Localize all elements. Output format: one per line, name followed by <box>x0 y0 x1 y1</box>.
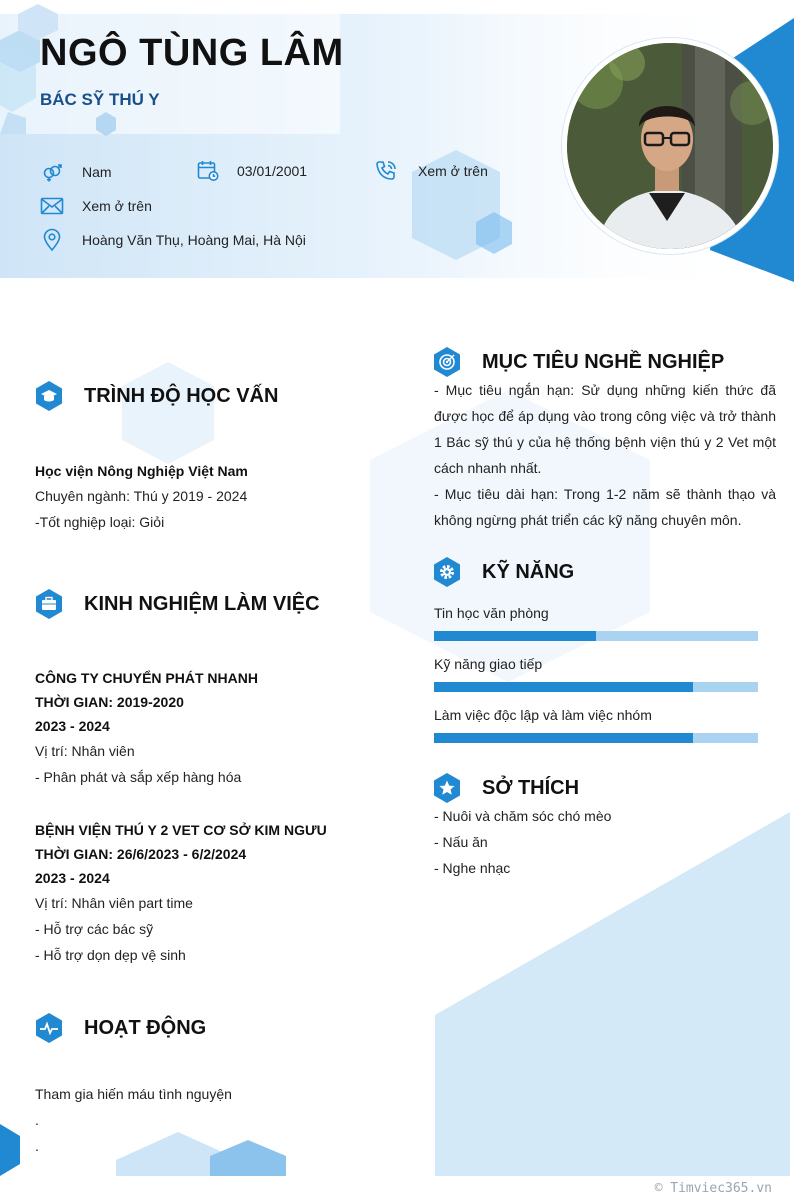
pulse-icon <box>34 1012 64 1044</box>
education-major: Chuyên ngành: Thú y 2019 - 2024 <box>35 488 248 504</box>
skill-level-bar <box>434 733 758 743</box>
target-icon <box>432 346 462 378</box>
job-years: 2023 - 2024 <box>35 718 110 734</box>
hobbies-heading: SỞ THÍCH <box>482 776 580 799</box>
profile-photo <box>567 43 773 249</box>
activity-item: . <box>35 1112 39 1128</box>
hobby-item: - Nuôi và chăm sóc chó mèo <box>434 808 612 824</box>
job-title: BÁC SỸ THÚ Y <box>40 90 160 109</box>
objective-section-header <box>432 346 724 378</box>
contact-birthday <box>196 159 307 183</box>
birthday-text: 03/01/2001 <box>237 163 308 179</box>
job-company: CÔNG TY CHUYỂN PHÁT NHANH <box>35 670 258 686</box>
activities-heading: HOẠT ĐỘNG <box>84 1016 207 1039</box>
contact-address <box>40 228 306 252</box>
job-time: THỜI GIAN: 26/6/2023 - 6/2/2024 <box>35 846 247 862</box>
skill-level-bar <box>434 682 758 692</box>
phone-text: Xem ở trên <box>418 163 488 179</box>
job-position: Vị trí: Nhân viên <box>35 743 135 759</box>
star-icon <box>432 772 462 804</box>
mail-icon <box>40 194 64 218</box>
avatar <box>562 38 778 254</box>
address-text: Hoàng Văn Thụ, Hoàng Mai, Hà Nội <box>82 232 306 248</box>
skill-name: Làm việc độc lập và làm việc nhóm <box>434 707 652 723</box>
skill-level-fill <box>434 631 596 641</box>
phone-icon <box>374 159 398 183</box>
job-detail: - Hỗ trợ các bác sỹ <box>35 921 154 937</box>
education-grade: -Tốt nghiệp loại: Giỏi <box>35 514 165 530</box>
hobbies-section-header <box>432 772 579 804</box>
job-company: BỆNH VIỆN THÚ Y 2 VET CƠ SỞ KIM NGƯU <box>35 822 327 838</box>
objective-short-term: - Mục tiêu ngắn hạn: Sử dụng những kiến thức đã được học để áp dụng vào trong công việc và trở thành 1 Bác sỹ thú y của hệ thống bệnh viện thú y 2 Vet một cách nhanh nhất. <box>434 382 776 476</box>
education-heading: TRÌNH ĐỘ HỌC VẤN <box>84 384 279 407</box>
skill-level-fill <box>434 733 693 743</box>
graduation-cap-icon <box>34 380 64 412</box>
contact-email <box>40 194 152 218</box>
gear-icon <box>432 556 462 588</box>
job-time: THỜI GIAN: 2019-2020 <box>35 694 184 710</box>
watermark: © Timviec365.vn <box>654 1181 772 1196</box>
skill-name: Kỹ năng giao tiếp <box>434 656 543 672</box>
contact-phone <box>374 159 488 183</box>
activity-item: . <box>35 1138 39 1154</box>
skills-section-header <box>432 556 574 588</box>
job-position: Vị trí: Nhân viên part time <box>35 895 193 911</box>
job-years: 2023 - 2024 <box>35 870 110 886</box>
education-section-header <box>34 380 278 412</box>
email-text: Xem ở trên <box>82 198 152 214</box>
contact-gender <box>40 160 112 184</box>
calendar-icon <box>196 159 220 183</box>
skills-heading: KỸ NĂNG <box>482 560 575 583</box>
skill-level-bar <box>434 631 758 641</box>
hobby-item: - Nấu ăn <box>434 834 488 850</box>
experience-heading: KINH NGHIỆM LÀM VIỆC <box>84 592 320 615</box>
job-detail: - Phân phát và sắp xếp hàng hóa <box>35 769 242 785</box>
skill-level-fill <box>434 682 693 692</box>
gender-text: Nam <box>82 164 112 180</box>
objective-long-term: - Mục tiêu dài hạn: Trong 1-2 năm sẽ thành thạo và không ngừng phát triển các kỹ năng chuyên môn. <box>434 486 776 528</box>
job-detail: - Hỗ trợ dọn dẹp vệ sinh <box>35 947 186 963</box>
hobby-item: - Nghe nhạc <box>434 860 511 876</box>
gender-icon <box>40 160 64 184</box>
activities-section-header <box>34 1012 206 1044</box>
location-pin-icon <box>40 228 64 252</box>
education-school: Học viện Nông Nghiệp Việt Nam <box>35 463 248 479</box>
activity-item: Tham gia hiến máu tình nguyện <box>35 1086 232 1102</box>
skill-name: Tin học văn phòng <box>434 605 549 621</box>
briefcase-icon <box>34 588 64 620</box>
candidate-name: NGÔ TÙNG LÂM <box>40 32 344 74</box>
objective-heading: MỤC TIÊU NGHỀ NGHIỆP <box>482 350 725 373</box>
experience-section-header <box>34 588 320 620</box>
